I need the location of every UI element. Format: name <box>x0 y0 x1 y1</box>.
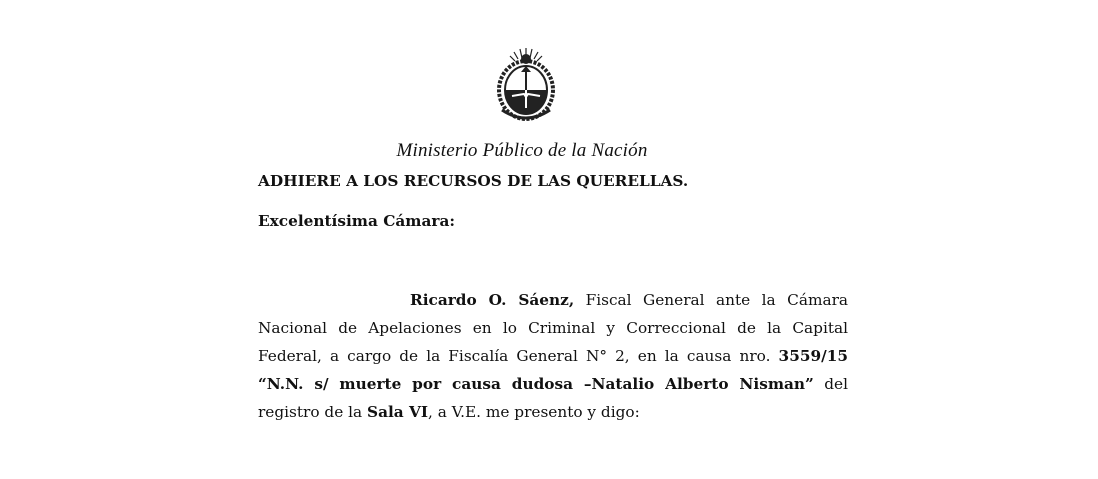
case-title: “N.N. s/ muerte por causa dudosa –Natalio Alberto Nisman” <box>258 375 814 393</box>
salutation: Excelentísima Cámara: <box>258 212 456 230</box>
paragraph-text-4: , a V.E. me presento y digo: <box>428 403 640 421</box>
paragraph-text-1: Fiscal General ante la Cámara Nacional de Apelaciones en lo Criminal y Correccional de la Capital Federal, a cargo de la Fiscalía General N° 2, en la causa nro. <box>258 291 848 365</box>
document-heading: ADHIERE A LOS RECURSOS DE LAS QUERELLAS. <box>258 172 689 190</box>
paragraph-text-3: del registro de la <box>258 375 848 421</box>
national-coat-of-arms-icon <box>494 44 558 124</box>
case-number: 3559/15 <box>778 347 848 365</box>
author-name: Ricardo O. Sáenz, <box>410 291 575 309</box>
chamber-name: Sala VI <box>367 403 429 421</box>
ministry-title: Ministerio Público de la Nación <box>396 140 648 161</box>
body-paragraph <box>258 286 848 426</box>
